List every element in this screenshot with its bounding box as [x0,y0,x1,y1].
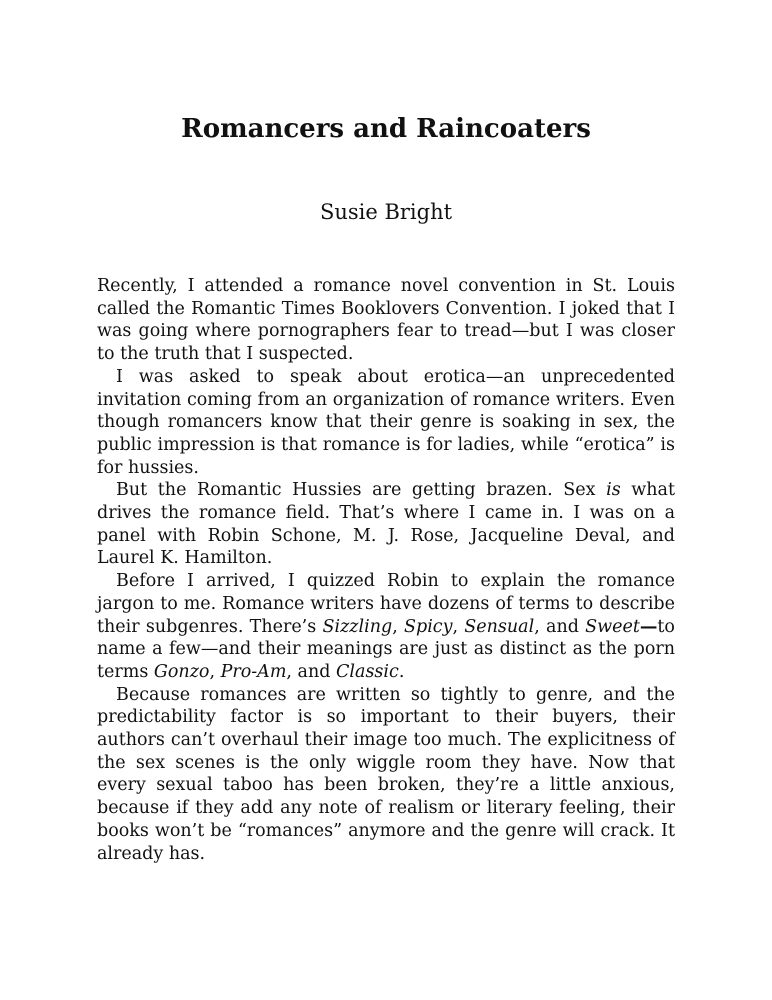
text-run: what drives the romance field. That’s where I came in. I was on a panel with Robin Schone, M. J. Rose, Jacqueline Deval, and Laurel K. Hamilton. [97,480,676,569]
emphasis-text: Pro-Am [220,661,287,682]
text-run: , [452,616,465,637]
emphasis-text: Sensual [464,616,535,637]
page-title: Romancers and Raincoaters [181,114,591,144]
text-run: . [398,661,405,682]
author-name: Susie Bright [319,200,453,224]
emphasis-text: Sizzling [322,616,393,637]
emphasis-text: Sweet [585,616,640,637]
text-run: , and [534,616,586,637]
text-run: But the Romantic Hussies are getting brazen. Sex [116,480,607,501]
text-run: Before I arrived, I quizzed Robin to explain the romance jargon to me. Romance writers have dozens of terms to describe their subgenres. There’s [97,571,675,637]
body-text [97,275,675,865]
emphasis-text: Spicy [404,616,453,637]
text-run: Because romances are written so tightly to genre, and the predictability factor is so important to their buyers, their authors can’t overhaul their image too much. The explicitness of the sex scenes is the only wiggle room they have. Now that every sexual taboo has been broken, they’re a little anxious, because if they add any note of realism or literary feeling, their books won’t be “romances” anymore and the genre will crack. It already has. [97,684,675,864]
paragraph [97,684,675,866]
text-run: I was asked to speak about erotica—an unprecedented invitation coming from an organization of romance writers. Even though romancers know that their genre is soaking in sex, the public impression is that romance is for ladies, while “erotica” is for hussies. [97,366,675,478]
paragraph [97,275,675,366]
emphasis-text: is [606,480,621,501]
text-run: , and [286,661,337,682]
bold-text: — [639,616,658,637]
paragraph [97,570,675,684]
emphasis-text: Gonzo [153,661,210,682]
paragraph [97,479,675,570]
text-run: , [209,661,221,682]
paragraph [97,366,675,480]
text-run: , [392,616,404,637]
emphasis-text: Classic [336,661,399,682]
text-run: Recently, I attended a romance novel convention in St. Louis called the Romantic Times Booklovers Convention. I joked that I was going where pornographers fear to tread—but I was closer to the truth that I suspected. [97,276,675,365]
text-run: to name a few—and their meanings are just as distinct as the porn terms [97,616,675,682]
